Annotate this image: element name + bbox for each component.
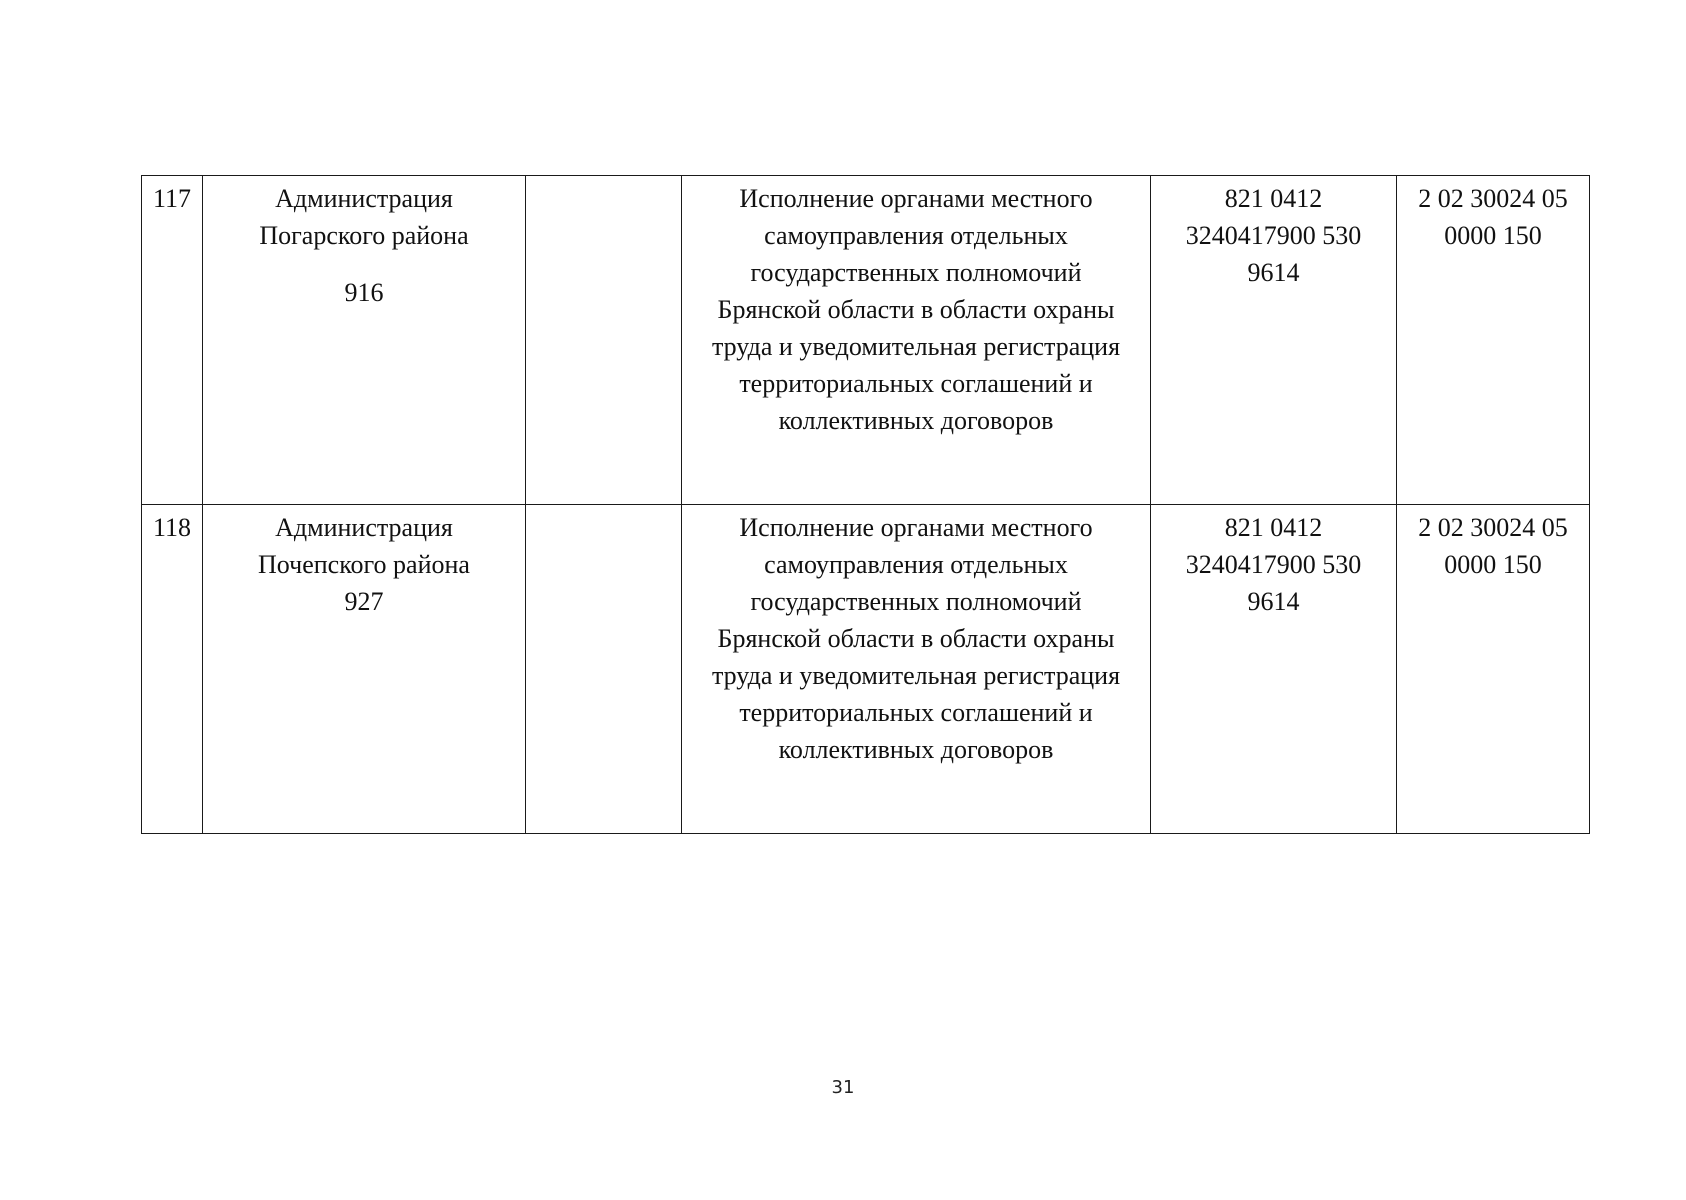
empty-cell [526, 505, 682, 834]
budget-code-line: 3240417900 530 [1185, 221, 1362, 250]
purpose-line: самоуправления отдельных [764, 550, 1068, 579]
purpose-line: коллективных договоров [778, 735, 1054, 764]
purpose-cell [682, 176, 1151, 505]
revenue-code-line: 2 02 30024 05 [1418, 184, 1568, 213]
organization-name-line: Погарского района [259, 221, 469, 250]
organization-code: 916 [344, 278, 384, 307]
row-number: 118 [152, 513, 192, 542]
budget-code-line: 3240417900 530 [1185, 550, 1362, 579]
revenue-code-line: 0000 150 [1444, 221, 1542, 250]
revenue-code-line: 0000 150 [1444, 550, 1542, 579]
purpose-line: территориальных соглашений и [739, 698, 1093, 727]
purpose-line: труда и уведомительная регистрация [711, 332, 1121, 361]
budget-code-line: 821 0412 [1224, 184, 1323, 213]
budget-code-line: 9614 [1247, 258, 1300, 287]
table-row [142, 176, 1590, 505]
revenue-code-cell [1397, 505, 1590, 834]
purpose-line: государственных полномочий [750, 258, 1082, 287]
purpose-line: Исполнение органами местного [739, 184, 1093, 213]
budget-code-line: 821 0412 [1224, 513, 1323, 542]
organization-cell [203, 505, 526, 834]
budget-code-cell [1151, 176, 1397, 505]
purpose-cell [682, 505, 1151, 834]
organization-name-line: Администрация [275, 513, 453, 542]
row-number: 117 [152, 184, 192, 213]
budget-code-line: 9614 [1247, 587, 1300, 616]
organization-code: 927 [344, 587, 384, 616]
row-number-cell [142, 176, 203, 505]
revenue-code-cell [1397, 176, 1590, 505]
organization-cell [203, 176, 526, 505]
purpose-line: государственных полномочий [750, 587, 1082, 616]
page-number: 31 [831, 1077, 855, 1098]
organization-name-line: Администрация [275, 184, 453, 213]
organization-name-line: Почепского района [258, 550, 470, 579]
empty-cell [526, 176, 682, 505]
budget-code-cell [1151, 505, 1397, 834]
purpose-line: Брянской области в области охраны [717, 624, 1115, 653]
allocation-table [141, 175, 1590, 834]
purpose-line: труда и уведомительная регистрация [711, 661, 1121, 690]
revenue-code-line: 2 02 30024 05 [1418, 513, 1568, 542]
purpose-line: территориальных соглашений и [739, 369, 1093, 398]
purpose-line: самоуправления отдельных [764, 221, 1068, 250]
purpose-line: Исполнение органами местного [739, 513, 1093, 542]
table-row [142, 505, 1590, 834]
purpose-line: коллективных договоров [778, 406, 1054, 435]
row-number-cell [142, 505, 203, 834]
purpose-line: Брянской области в области охраны [717, 295, 1115, 324]
